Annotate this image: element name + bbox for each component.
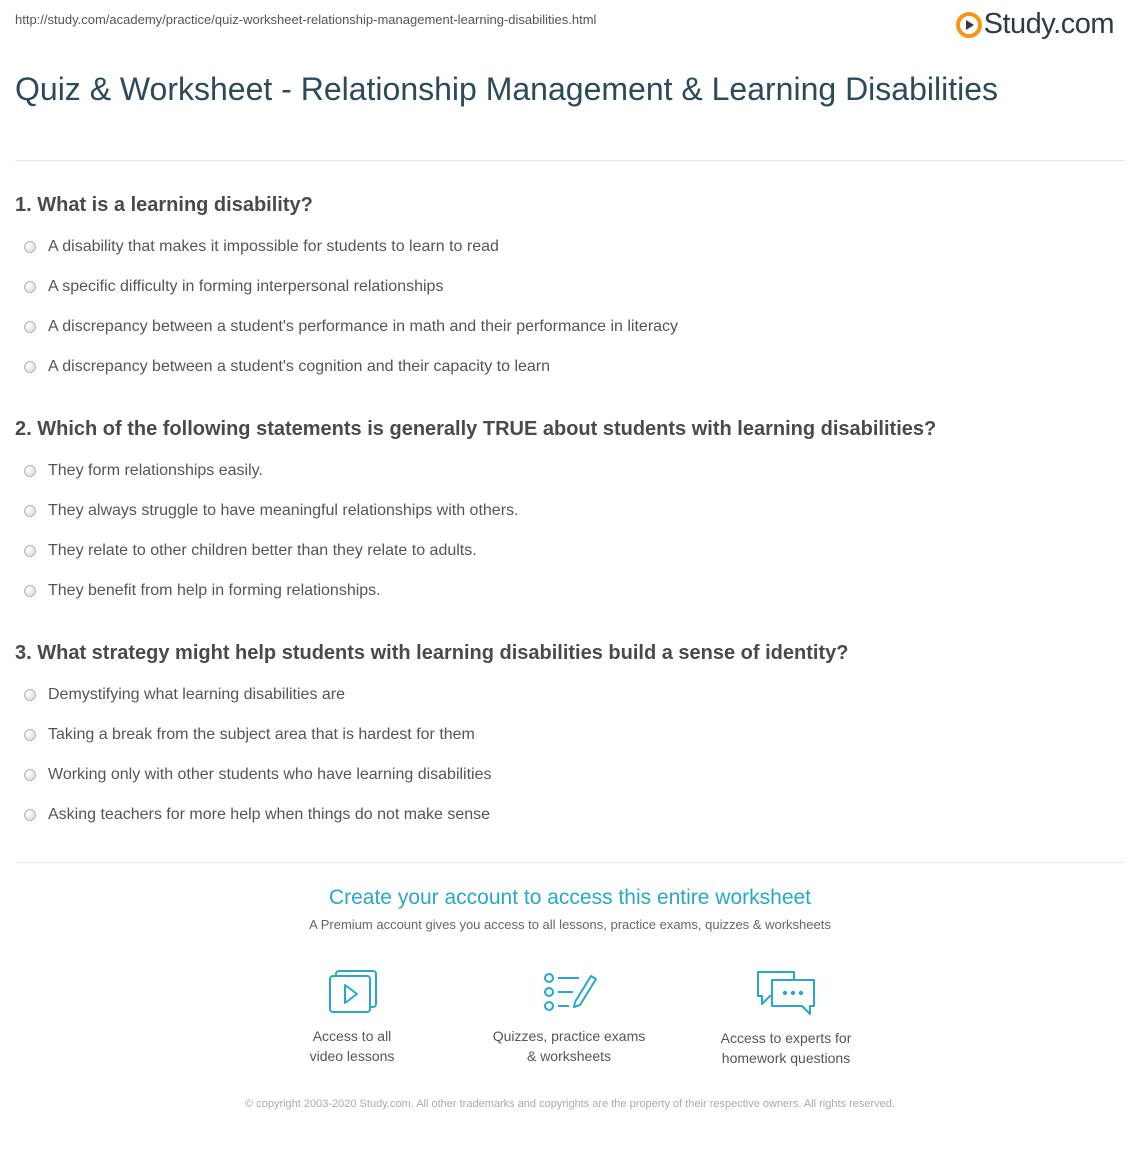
question-2-option-4[interactable] [24,582,381,600]
radio-button[interactable] [24,545,36,557]
play-circle-icon [956,12,982,38]
option-label: They form relationships easily. [48,462,263,479]
question-3: 3. What strategy might help students with learning disabilities build a sense of identity? [15,642,849,664]
radio-button[interactable] [24,241,36,253]
option-label: A discrepancy between a student's cognition and their capacity to learn [48,358,551,375]
section-divider [15,862,1125,863]
option-label: A discrepancy between a student's performance in math and their performance in literacy [48,318,679,335]
question-2-option-3[interactable] [24,542,477,560]
title-divider [15,160,1125,161]
option-label: They relate to other children better than they relate to adults. [48,542,477,559]
study-logo[interactable] [956,8,1114,41]
question-1-option-4[interactable] [24,358,550,376]
radio-button[interactable] [24,689,36,701]
question-1-option-2[interactable] [24,278,443,296]
feature-quizzes [474,968,664,1066]
question-2: 2. Which of the following statements is generally TRUE about students with learning disabilities? [15,418,937,440]
question-3-option-3[interactable] [24,766,492,784]
cta-subheading: A Premium account gives you access to all lessons, practice exams, quizzes & worksheets [309,917,831,932]
question-2-option-2[interactable] [24,502,518,520]
feature-label: Quizzes, practice exams & worksheets [492,1028,646,1064]
radio-button[interactable] [24,505,36,517]
feature-video-lessons [257,968,447,1066]
radio-button[interactable] [24,769,36,781]
page-url[interactable]: http://study.com/academy/practice/quiz-worksheet-relationship-management-learning-disabilities.html [15,12,597,27]
cta-heading[interactable]: Create your account to access this entire worksheet [328,886,812,909]
question-2-option-1[interactable] [24,462,263,480]
radio-button[interactable] [24,281,36,293]
option-label: Demystifying what learning disabilities are [48,686,346,703]
question-1-option-3[interactable] [24,318,678,336]
feature-label: Access to experts for homework questions [720,1030,852,1066]
question-3-option-1[interactable] [24,686,345,704]
option-label: Working only with other students who have learning disabilities [48,766,492,783]
video-lessons-icon [322,968,382,1016]
radio-button[interactable] [24,585,36,597]
radio-button[interactable] [24,465,36,477]
logo-text: Study.com [983,8,1114,40]
option-label: Taking a break from the subject area that is hardest for them [48,726,475,743]
quiz-checklist-icon [539,968,599,1016]
page-title: Quiz & Worksheet - Relationship Management & Learning Disabilities [15,71,998,107]
question-1-option-1[interactable] [24,238,499,256]
option-label: Asking teachers for more help when things do not make sense [48,806,491,823]
feature-experts [691,968,881,1068]
question-3-option-2[interactable] [24,726,475,744]
chat-bubbles-icon [754,968,818,1018]
option-label: A disability that makes it impossible for students to learn to read [48,238,499,255]
top-bar [0,0,1140,48]
question-3-option-4[interactable] [24,806,490,824]
option-label: They always struggle to have meaningful relationships with others. [48,502,519,519]
radio-button[interactable] [24,361,36,373]
radio-button[interactable] [24,321,36,333]
radio-button[interactable] [24,729,36,741]
option-label: They benefit from help in forming relationships. [48,582,381,599]
option-label: A specific difficulty in forming interpersonal relationships [48,278,444,295]
question-1: 1. What is a learning disability? [15,194,313,216]
copyright-notice: © copyright 2003-2020 Study.com. All other trademarks and copyrights are the property of their respective owners. All rights reserved. [245,1098,895,1110]
radio-button[interactable] [24,809,36,821]
feature-label: Access to all video lessons [309,1028,395,1064]
